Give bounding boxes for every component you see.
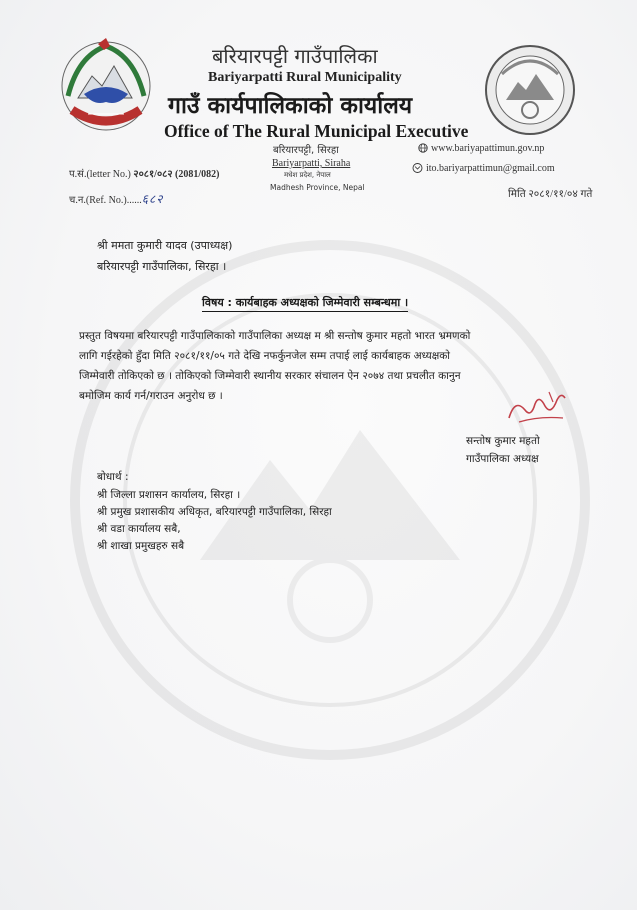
- province-english: Madhesh Province, Nepal: [270, 183, 365, 192]
- mail-icon: [412, 163, 423, 173]
- signature-mark: [505, 388, 569, 430]
- recipient-address: बरियारपट्टी गाउँपालिका, सिरहा ।: [97, 260, 227, 273]
- cc-item: श्री वडा कार्यालय सबै,: [97, 523, 181, 535]
- body-line: बमोजिम कार्य गर्न/गराउन अनुरोध छ ।: [79, 390, 223, 402]
- body-line: प्रस्तुत विषयमा बरियारपट्टी गाउँपालिकाको गाउँपालिका अध्यक्ष म श्री सन्तोष कुमार महतो भारत भ्रमणको: [79, 330, 471, 342]
- signatory-name: सन्तोष कुमार महतो: [466, 435, 540, 447]
- body-line: जिम्मेवारी तोकिएको छ । तोकिएको जिम्मेवारी स्थानीय सरकार संचालन ऐन २०७४ तथा प्रचलीत कानुन: [79, 370, 461, 382]
- signatory-title: गाउँपालिका अध्यक्ष: [466, 453, 539, 465]
- recipient-name: श्री ममता कुमारी यादव (उपाध्यक्ष): [97, 239, 233, 252]
- body-line: लागि गईरहेको हुँदा मिति २०८१/११/०५ गते देखि नफर्कुनजेल सम्म तपाई लाई कार्यबाहक अध्यक्षको: [79, 350, 451, 362]
- cc-item: श्री प्रमुख प्रशासकीय अधिकृत, बरियारपट्टी गाउँपालिका, सिरहा: [97, 506, 332, 518]
- municipal-seal-icon: [484, 44, 576, 136]
- globe-icon: [418, 143, 428, 153]
- nepal-emblem-icon: [58, 36, 154, 132]
- reference-number-label: च.न.(Ref. No.)......: [69, 195, 142, 206]
- letter-number: [69, 166, 220, 180]
- province-nepali: मधेश प्रदेश, नेपाल: [284, 171, 331, 179]
- letter-date: [508, 187, 592, 201]
- date-label: मिति: [508, 189, 526, 200]
- municipality-name-nepali: बरियारपट्टी गाउँपालिका: [212, 44, 378, 68]
- email-line: [412, 163, 555, 174]
- cc-heading: बोधार्थ :: [97, 471, 129, 483]
- reference-number-handwritten: ६८२: [141, 192, 164, 206]
- cc-item: श्री शाखा प्रमुखहरु सबै: [97, 540, 185, 552]
- letter-number-label: प.सं.(letter No.): [69, 169, 131, 180]
- municipality-name-english: Bariyarpatti Rural Municipality: [208, 70, 402, 85]
- location-english: Bariyarpatti, Siraha: [272, 158, 351, 169]
- letter-subject: विषय : कार्यबाहक अध्यक्षको जिम्मेवारी सम्बन्धमा ।: [202, 295, 408, 312]
- office-name-english: Office of The Rural Municipal Executive: [164, 121, 469, 141]
- website-line: [418, 143, 544, 154]
- reference-number: [69, 190, 163, 207]
- cc-item: श्री जिल्ला प्रशासन कार्यालय, सिरहा ।: [97, 489, 241, 501]
- website-text[interactable]: www.bariyapattimun.gov.np: [431, 143, 545, 154]
- location-nepali: बरियारपट्टी, सिरहा: [273, 145, 339, 156]
- email-text[interactable]: ito.bariyarpattimun@gmail.com: [426, 163, 555, 174]
- letter-body: [79, 326, 561, 406]
- office-name-nepali: गाउँ कार्यपालिकाको कार्यालय: [168, 92, 413, 119]
- date-value: २०८१/११/०४ गते: [528, 189, 593, 200]
- letter-number-value: २०८१/०८२ (2081/082): [133, 169, 220, 180]
